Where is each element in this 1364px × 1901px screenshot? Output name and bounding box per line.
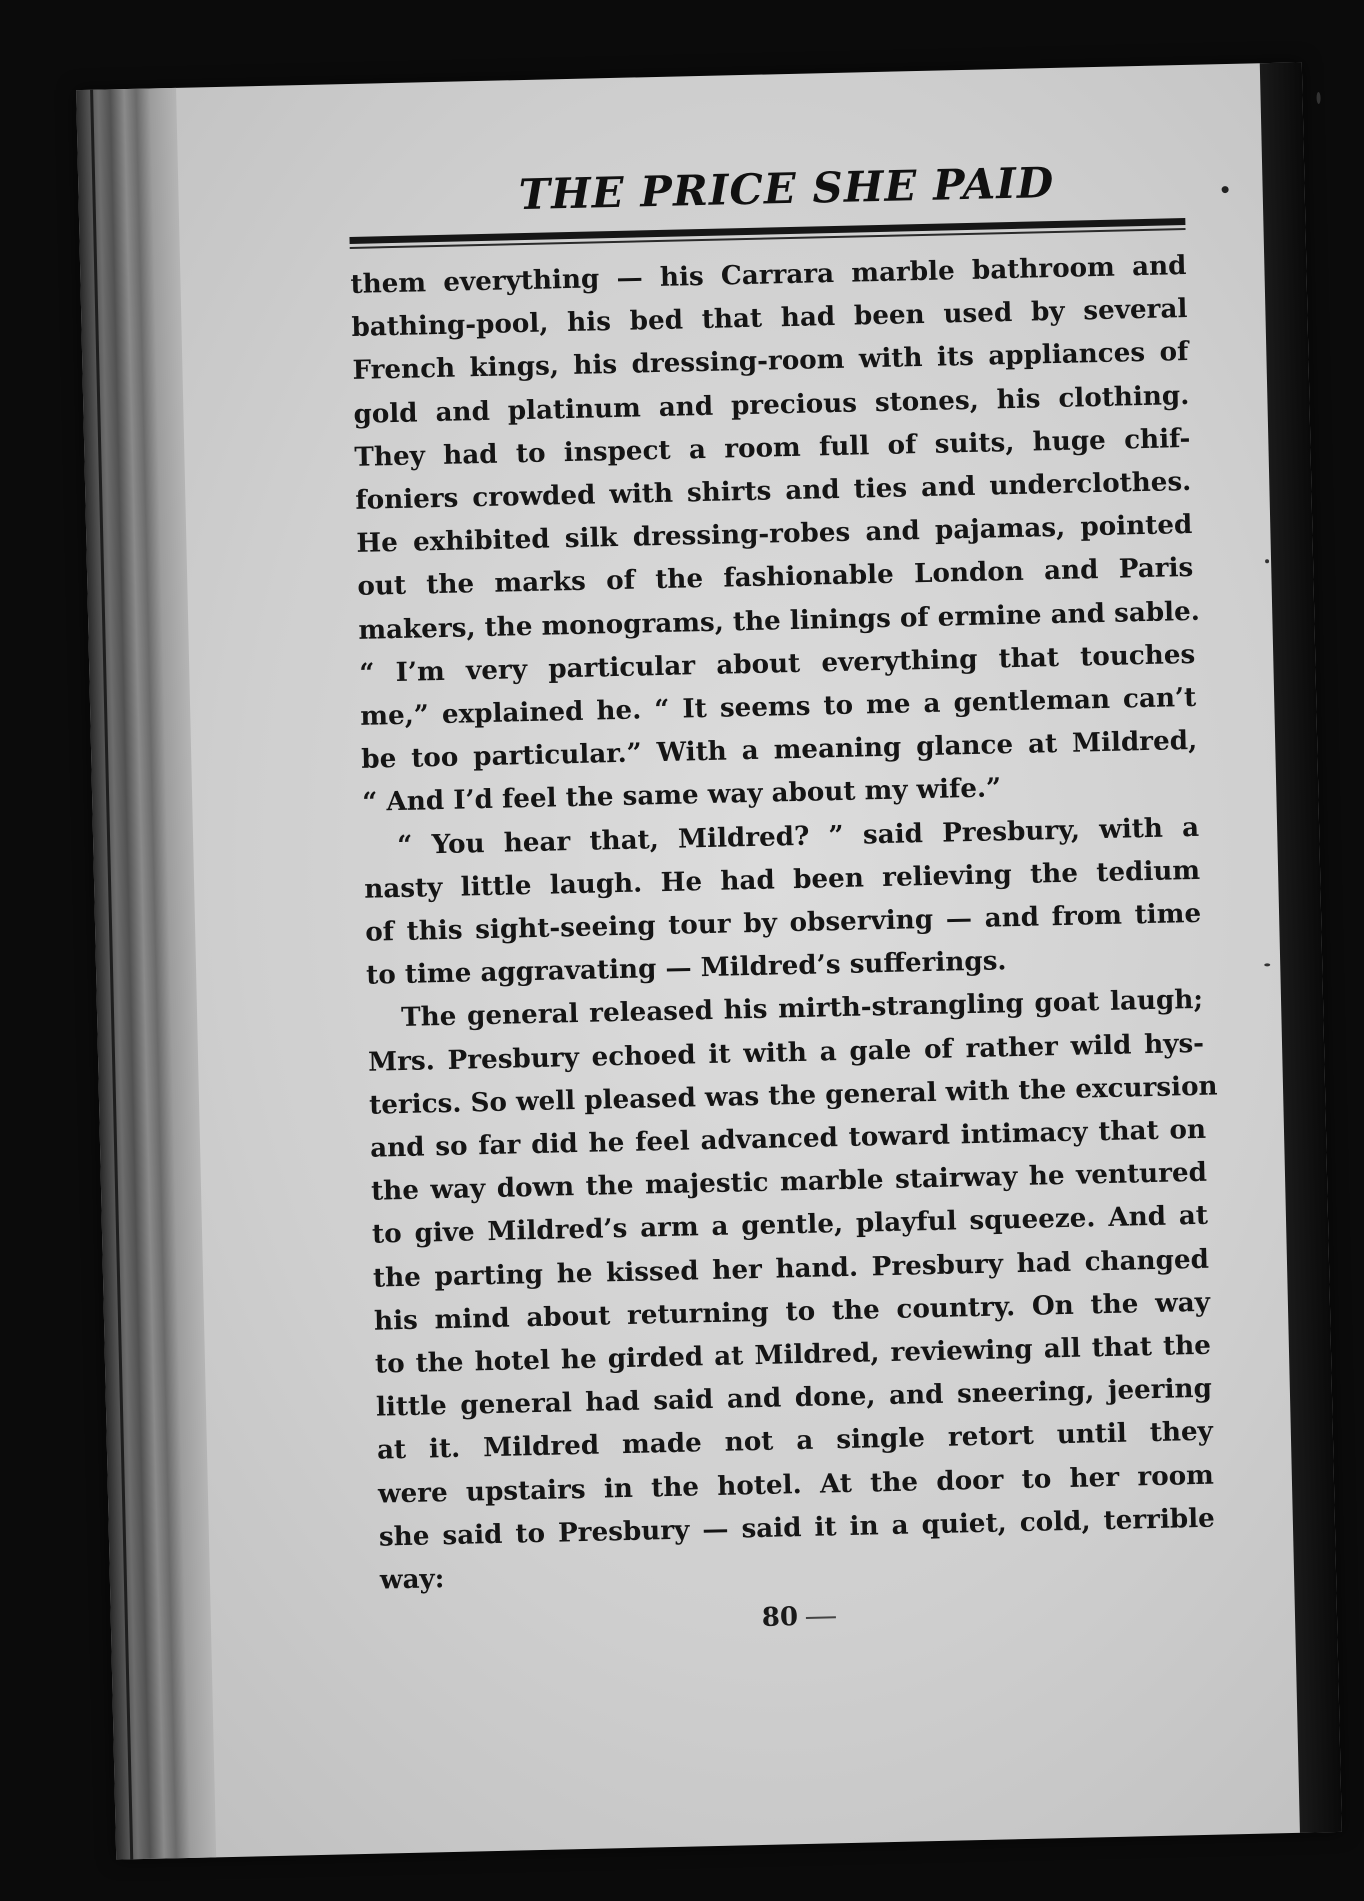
text-line: “ And I’d feel the same way about my wife.” [361,772,1002,819]
text-line: He exhibited silk dressing-robes and pajamas, pointed [356,509,1193,560]
text-line: The general released his mirth-strangling goat laugh; [400,984,1204,1034]
text-line: them everything — his Carrara marble bathroom and [350,249,1187,300]
scan-speck [1265,559,1269,563]
ink-dot [1222,186,1229,193]
text-line: the parting he kissed her hand. Presbury had changed [372,1243,1210,1294]
text-line: makers, the monograms, the linings of ermine and sable. [358,595,1201,646]
text-line: foniers crowded with shirts and ties and underclothes. [355,465,1192,516]
running-head: THE PRICE SHE PAID [518,157,1055,220]
text-line: be too particular.” With a meaning glance at Mildred, [360,725,1198,776]
text-line: “ You hear that, Mildred? ” said Presbury, with a [396,811,1200,861]
text-line: They had to inspect a room full of suits, huge chif- [354,422,1191,473]
text-line: “ I’m very particular about everything that touches [359,638,1196,689]
body-text [350,244,1216,1602]
text-line: to time aggravating — Mildred’s sufferings. [365,945,1007,992]
text-line: at it. Mildred made not a single retort until they [376,1416,1214,1467]
book-binding [76,88,216,1860]
scan-speck [1264,963,1270,966]
text-line: to give Mildred’s arm a gentle, playful squeeze. And at [371,1200,1209,1251]
text-line: bathing-pool, his bed that had been used by several [351,293,1188,344]
text-line: to the hotel he girded at Mildred, reviewing all that the [374,1329,1212,1380]
text-line: Mrs. Presbury echoed it with a gale of rather wild hys- [367,1027,1205,1078]
text-line: out the marks of the fashionable London and Paris [357,552,1194,603]
text-line: terics. So well pleased was the general with the excursion [368,1070,1218,1121]
text-line: she said to Presbury — said it in a quiet, cold, terrible [378,1502,1216,1553]
folio-dash [806,1617,836,1620]
page-right-edge [1260,62,1342,1832]
text-line: his mind about returning to the country. On the way [373,1286,1211,1337]
page-number [381,1593,1217,1642]
page-number-text: 80 [761,1602,799,1634]
text-line: the way down the majestic marble stairway he ventured [370,1157,1208,1207]
text-line: me,” explained he. “ It seems to me a gentleman can’t [360,681,1197,732]
text-line: were upstairs in the hotel. At the door to her room [377,1459,1215,1510]
scan-speck [1316,92,1320,104]
text-line: French kings, his dressing-room with its appliances of [352,336,1189,387]
text-line: little general had said and done, and sneering, jeering [375,1372,1213,1423]
text-line: of this sight-seeing tour by observing — and from time [364,897,1202,948]
text-line: nasty little laugh. He had been relieving the tedium [363,854,1201,905]
text-line: way: [379,1563,445,1596]
text-line: and so far did he feel advanced toward intimacy that on [369,1113,1207,1164]
book-page [76,62,1342,1859]
page-content [348,155,1217,1642]
text-line: gold and platinum and precious stones, his clothing. [353,379,1190,430]
